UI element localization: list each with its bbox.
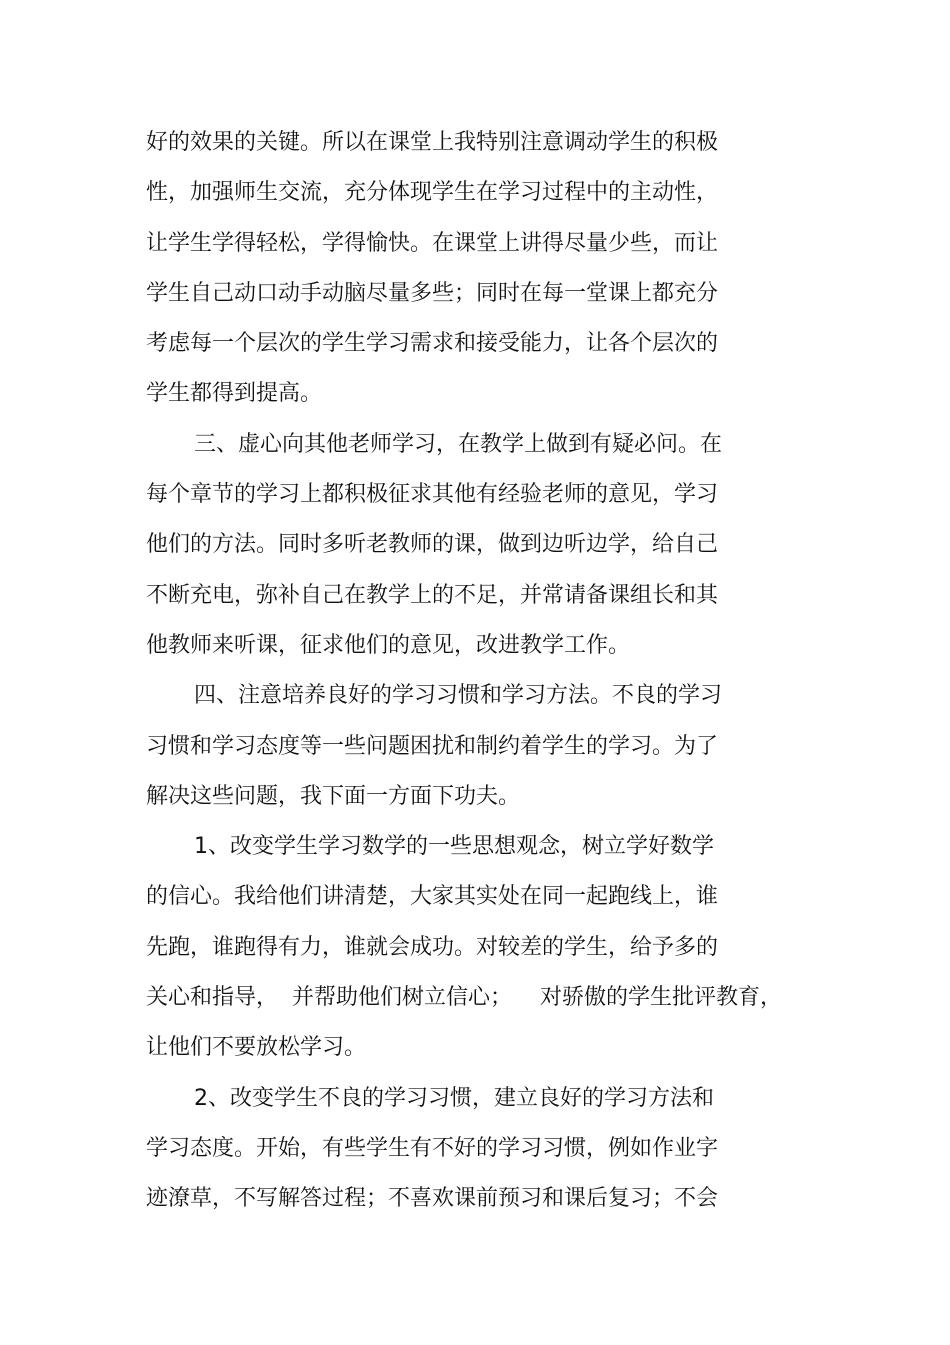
text-line: 迹潦草，不写解答过程；不喜欢课前预习和课后复习；不会: [146, 1186, 719, 1212]
text-line: 性，加强师生交流，充分体现学生在学习过程中的主动性，: [146, 180, 719, 206]
text-line: 每个章节的学习上都积极征求其他有经验老师的意见，学习: [146, 482, 719, 508]
paragraph-start-line: 四、注意培养良好的学习习惯和学习方法。不良的学习: [194, 683, 723, 709]
text-line: 先跑，谁跑得有力，谁就会成功。对较差的学生，给予多的: [146, 934, 719, 960]
paragraph-start-line: 1、改变学生学习数学的一些思想观念，树立学好数学: [194, 834, 714, 860]
paragraph-start-line: 三、虚心向其他老师学习，在教学上做到有疑必问。在: [194, 431, 723, 457]
text-line: 习惯和学习态度等一些问题困扰和制约着学生的学习。为了: [146, 733, 719, 759]
text-line: 他们的方法。同时多听老教师的课，做到边听边学，给自己: [146, 532, 719, 558]
text-line: 学生自己动口动手动脑尽量多些；同时在每一堂课上都充分: [146, 280, 719, 306]
text-line: 让学生学得轻松，学得愉快。在课堂上讲得尽量少些，而让: [146, 230, 719, 256]
text-line: 考虑每一个层次的学生学习需求和接受能力，让各个层次的: [146, 331, 719, 357]
paragraph-start-line: 2、改变学生不良的学习习惯，建立良好的学习方法和: [194, 1085, 714, 1111]
text-line: 让他们不要放松学习。: [146, 1035, 367, 1061]
text-line: 好的效果的关键。所以在课堂上我特别注意调动学生的积极: [146, 130, 719, 155]
text-line: 关心和指导， 并帮助他们树立信心； 对骄傲的学生批评教育，: [146, 985, 782, 1011]
text-line: 解决这些问题，我下面一方面下功夫。: [146, 783, 521, 809]
text-line: 学生都得到提高。: [146, 381, 323, 407]
text-line: 学习态度。开始，有些学生有不好的学习习惯，例如作业字: [146, 1135, 719, 1161]
text-line: 他教师来听课，征求他们的意见，改进教学工作。: [146, 632, 631, 658]
text-line: 的信心。我给他们讲清楚，大家其实处在同一起跑线上，谁: [146, 884, 719, 910]
text-line: 不断充电，弥补自己在教学上的不足，并常请备课组长和其: [146, 582, 719, 608]
document-body: [146, 118, 806, 1225]
